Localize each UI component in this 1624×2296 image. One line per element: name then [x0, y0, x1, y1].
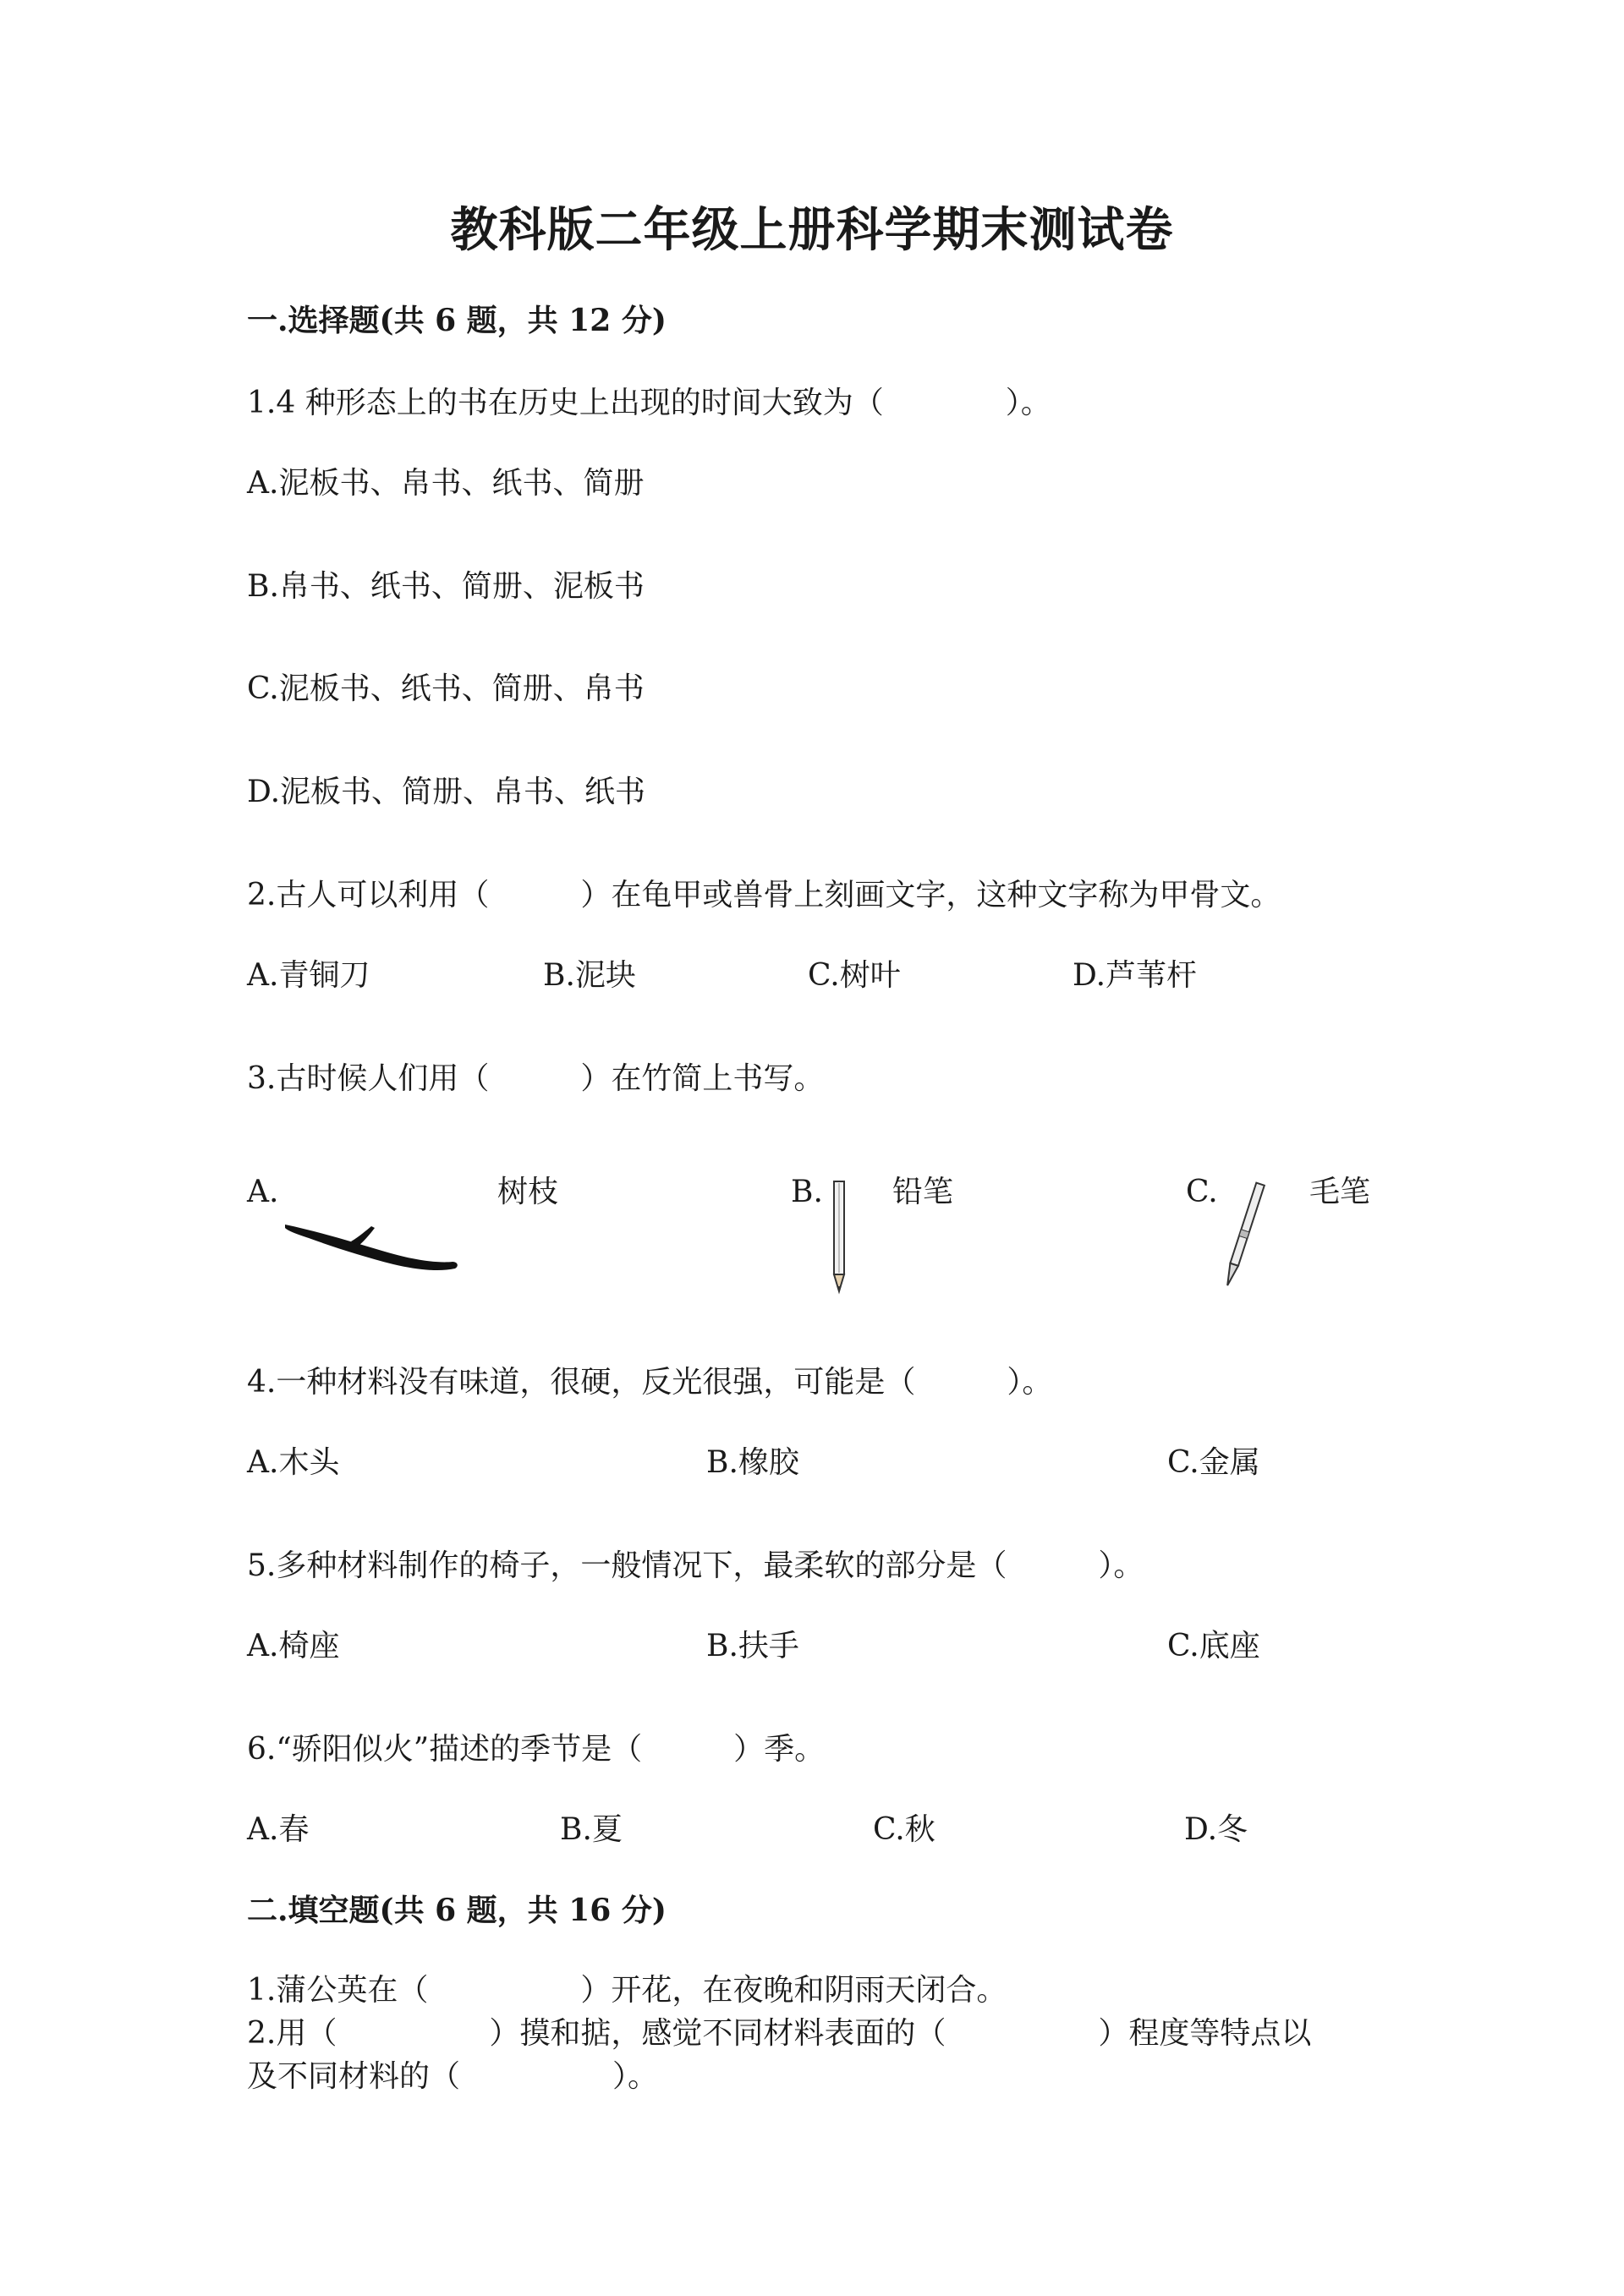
question-5-option-b: B.扶手 — [706, 1629, 799, 1663]
question-6-option-b: B.夏 — [560, 1812, 623, 1847]
pencil-icon — [831, 1180, 848, 1294]
question-5-option-c: C.底座 — [1167, 1629, 1260, 1663]
question-3-option-a-letter: A. — [247, 1175, 279, 1209]
section-heading-choice: 一.选择题(共 6 题，共 12 分) — [247, 303, 667, 338]
question-6-option-d: D.冬 — [1184, 1812, 1248, 1847]
fill-blank-line-3: 及不同材料的（ ）。 — [247, 2059, 659, 2094]
page-title: 教科版二年级上册科学期末测试卷 — [450, 202, 1174, 258]
question-4-stem: 4.一种材料没有味道，很硬，反光很强，可能是（ ）。 — [247, 1365, 1053, 1400]
question-2-option-b: B.泥块 — [543, 958, 636, 993]
question-1-option-b: B.帛书、纸书、简册、泥板书 — [247, 569, 645, 604]
question-3-option-c-label: 毛笔 — [1309, 1175, 1371, 1209]
question-2-option-c: C.树叶 — [808, 958, 901, 993]
question-3-option-b-letter: B. — [791, 1175, 823, 1209]
question-1-stem: 1.4 种形态上的书在历史上出现的时间大致为（ ）。 — [247, 386, 1051, 420]
question-6-option-a: A.春 — [247, 1812, 310, 1847]
question-4-option-a: A.木头 — [247, 1445, 340, 1480]
brush-pen-icon — [1218, 1180, 1269, 1294]
fill-blank-line-2: 2.用（ ）摸和掂，感觉不同材料表面的（ ）程度等特点以 — [247, 2016, 1312, 2051]
question-3-option-c-letter: C. — [1186, 1175, 1218, 1209]
question-1-option-d: D.泥板书、简册、帛书、纸书 — [247, 775, 646, 809]
question-1-option-a: A.泥板书、帛书、纸书、简册 — [247, 466, 645, 501]
question-4-option-c: C.金属 — [1167, 1445, 1260, 1480]
question-3-option-b-label: 铅笔 — [892, 1175, 954, 1209]
branch-icon — [283, 1218, 461, 1277]
question-3-option-a-label: 树枝 — [497, 1175, 559, 1209]
question-3-stem: 3.古时候人们用（ ）在竹简上书写。 — [247, 1061, 825, 1096]
question-2-option-a: A.青铜刀 — [247, 958, 370, 993]
question-5-stem: 5.多种材料制作的椅子，一般情况下，最柔软的部分是（ ）。 — [247, 1548, 1144, 1583]
fill-blank-line-1: 1.蒲公英在（ ）开花，在夜晚和阴雨天闭合。 — [247, 1973, 1007, 2008]
question-6-option-c: C.秋 — [873, 1812, 935, 1847]
question-6-stem: 6.“骄阳似火”描述的季节是（ ）季。 — [247, 1732, 826, 1767]
question-2-option-d: D.芦苇杆 — [1073, 958, 1198, 993]
question-4-option-b: B.橡胶 — [706, 1445, 799, 1480]
section-heading-fill-blank: 二.填空题(共 6 题，共 16 分) — [247, 1893, 667, 1928]
question-2-stem: 2.古人可以利用（ ）在龟甲或兽骨上刻画文字，这种文字称为甲骨文。 — [247, 878, 1281, 912]
question-5-option-a: A.椅座 — [247, 1629, 340, 1663]
question-1-option-c: C.泥板书、纸书、简册、帛书 — [247, 671, 645, 706]
